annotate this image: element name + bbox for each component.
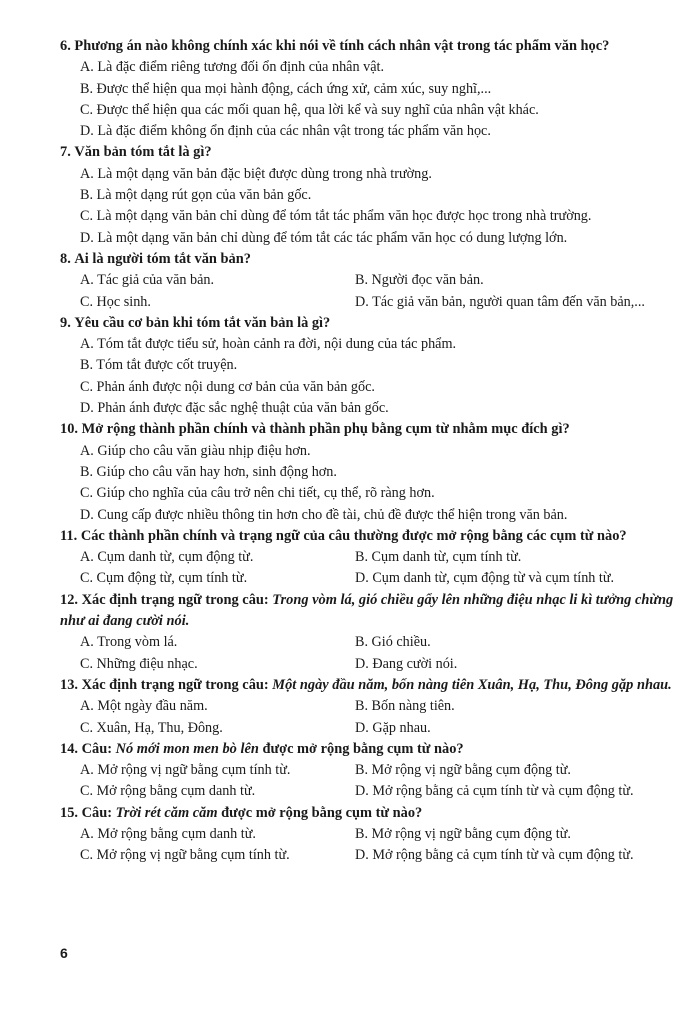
answer-options bbox=[60, 441, 688, 526]
answer-option[interactable]: B. Mở rộng vị ngữ bằng cụm động từ. bbox=[355, 762, 571, 779]
answer-option[interactable]: A. Tóm tắt được tiểu sử, hoàn cảnh ra đời, nội dung của tác phẩm. bbox=[80, 336, 457, 353]
question-stem bbox=[60, 526, 688, 547]
question-block bbox=[60, 739, 688, 803]
answer-option[interactable]: D. Mở rộng bằng cả cụm tính từ và cụm động từ. bbox=[355, 847, 634, 864]
question-quote: Nó mới mon men bò lên bbox=[115, 740, 259, 757]
answer-option[interactable]: B. Là một dạng rút gọn của văn bản gốc. bbox=[80, 187, 312, 204]
question-stem bbox=[60, 249, 688, 270]
answer-option[interactable]: C. Những điệu nhạc. bbox=[80, 655, 198, 672]
answer-options bbox=[60, 334, 688, 419]
answer-option[interactable]: D. Cụm danh từ, cụm động từ và cụm tính từ. bbox=[355, 570, 615, 587]
answer-option[interactable]: D. Là đặc điểm không ổn định của các nhân vật trong tác phẩm văn học. bbox=[80, 123, 491, 140]
question-block bbox=[60, 803, 688, 867]
question-text: Phương án nào không chính xác khi nói về tính cách nhân vật trong tác phẩm văn học? bbox=[74, 38, 610, 54]
answer-option[interactable]: C. Được thể hiện qua các mối quan hệ, qua lời kể và suy nghĩ của nhân vật khác. bbox=[80, 101, 539, 118]
question-block bbox=[60, 590, 688, 675]
question-quote: Một ngày đầu năm, bốn nàng tiên Xuân, Hạ, Thu, Đông gặp nhau. bbox=[272, 676, 672, 693]
question-text: Các thành phần chính và trạng ngữ của câu thường được mở rộng bằng các cụm từ nào? bbox=[80, 527, 627, 544]
question-number: 12. bbox=[60, 591, 78, 608]
question-number: 11. bbox=[60, 527, 78, 544]
answer-option[interactable]: D. Gặp nhau. bbox=[355, 719, 431, 736]
question-text: Văn bản tóm tắt là gì? bbox=[74, 144, 212, 161]
answer-option[interactable]: C. Cụm động từ, cụm tính từ. bbox=[80, 570, 248, 587]
answer-option[interactable]: D. Tác giả văn bản, người quan tâm đến văn bản,... bbox=[355, 293, 645, 310]
question-number: 6. bbox=[60, 38, 71, 54]
question-number: 7. bbox=[60, 144, 71, 161]
answer-options bbox=[60, 760, 688, 803]
answer-option[interactable]: C. Phản ánh được nội dung cơ bản của văn bản gốc. bbox=[80, 378, 375, 395]
question-list bbox=[60, 36, 688, 867]
question-stem bbox=[60, 142, 688, 163]
answer-option[interactable]: B. Bốn nàng tiên. bbox=[355, 698, 455, 715]
question-stem bbox=[60, 36, 688, 57]
answer-option[interactable]: A. Tác giả của văn bản. bbox=[80, 272, 215, 289]
question-text-after: được mở rộng bằng cụm từ nào? bbox=[262, 740, 464, 757]
question-stem bbox=[60, 675, 688, 696]
answer-option[interactable]: A. Giúp cho câu văn giàu nhịp điệu hơn. bbox=[80, 442, 311, 459]
answer-options bbox=[60, 547, 688, 590]
answer-option[interactable]: C. Là một dạng văn bản chỉ dùng để tóm tắt tác phẩm văn học được học trong nhà trường. bbox=[80, 208, 592, 225]
question-text: Xác định trạng ngữ trong câu: bbox=[81, 676, 269, 693]
answer-option[interactable]: A. Mở rộng bằng cụm danh từ. bbox=[80, 825, 256, 842]
answer-option[interactable]: B. Tóm tắt được cốt truyện. bbox=[80, 357, 238, 374]
question-block bbox=[60, 36, 688, 142]
answer-option[interactable]: A. Là một dạng văn bản đặc biệt được dùng trong nhà trường. bbox=[80, 165, 432, 182]
answer-option[interactable]: C. Xuân, Hạ, Thu, Đông. bbox=[80, 719, 223, 736]
answer-option[interactable]: A. Một ngày đầu năm. bbox=[80, 698, 208, 715]
question-stem bbox=[60, 739, 688, 760]
answer-options bbox=[60, 632, 688, 675]
answer-options bbox=[60, 696, 688, 739]
question-block bbox=[60, 419, 688, 525]
question-text-after: được mở rộng bằng cụm từ nào? bbox=[221, 804, 423, 821]
answer-option[interactable]: D. Phản ánh được đặc sắc nghệ thuật của văn bản gốc. bbox=[80, 400, 389, 417]
answer-option[interactable]: A. Trong vòm lá. bbox=[80, 634, 178, 651]
answer-option[interactable]: A. Là đặc điểm riêng tương đối ổn định của nhân vật. bbox=[80, 59, 384, 76]
question-block bbox=[60, 313, 688, 419]
question-stem bbox=[60, 313, 688, 334]
question-number: 9. bbox=[60, 314, 71, 331]
question-number: 10. bbox=[60, 421, 78, 438]
answer-options bbox=[60, 164, 688, 249]
answer-option[interactable]: C. Mở rộng vị ngữ bằng cụm tính từ. bbox=[80, 847, 290, 864]
answer-option[interactable]: D. Mở rộng bằng cả cụm tính từ và cụm động từ. bbox=[355, 783, 634, 800]
answer-option[interactable]: B. Cụm danh từ, cụm tính từ. bbox=[355, 549, 522, 566]
question-quote: Trong vòm lá, gió chiều gẩy lên những điệu nhạc li kì tưởng chừng như ai đang cười nói. bbox=[60, 591, 674, 630]
question-number: 14. bbox=[60, 740, 78, 757]
question-stem bbox=[60, 590, 688, 633]
answer-option[interactable]: C. Giúp cho nghĩa của câu trở nên chi tiết, cụ thể, rõ ràng hơn. bbox=[80, 485, 435, 502]
question-quote: Trời rét căm căm bbox=[115, 804, 218, 821]
answer-option[interactable]: B. Người đọc văn bản. bbox=[355, 272, 484, 289]
question-stem bbox=[60, 803, 688, 824]
answer-option[interactable]: C. Học sinh. bbox=[80, 293, 151, 310]
question-number: 8. bbox=[60, 250, 71, 267]
question-block bbox=[60, 142, 688, 248]
question-block bbox=[60, 526, 688, 590]
question-text: Ai là người tóm tắt văn bản? bbox=[74, 250, 251, 267]
question-block bbox=[60, 249, 688, 313]
question-stem bbox=[60, 419, 688, 440]
answer-options bbox=[60, 270, 688, 313]
answer-option[interactable]: A. Cụm danh từ, cụm động từ. bbox=[80, 549, 254, 566]
question-text: Câu: bbox=[81, 740, 112, 757]
answer-option[interactable]: B. Giúp cho câu văn hay hơn, sinh động hơn. bbox=[80, 463, 337, 480]
question-text: Yêu cầu cơ bản khi tóm tắt văn bản là gì? bbox=[74, 314, 331, 331]
answer-option[interactable]: D. Đang cười nói. bbox=[355, 655, 458, 672]
question-text: Mở rộng thành phần chính và thành phần phụ bằng cụm từ nhằm mục đích gì? bbox=[81, 421, 570, 438]
answer-option[interactable]: B. Mở rộng vị ngữ bằng cụm động từ. bbox=[355, 825, 571, 842]
answer-options bbox=[60, 824, 688, 867]
answer-option[interactable]: B. Gió chiều. bbox=[355, 634, 431, 651]
answer-options bbox=[60, 57, 688, 142]
answer-option[interactable]: D. Là một dạng văn bản chỉ dùng để tóm tắt các tác phẩm văn học có dung lượng lớn. bbox=[80, 229, 568, 246]
question-text: Câu: bbox=[81, 804, 112, 821]
answer-option[interactable]: B. Được thể hiện qua mọi hành động, cách ứng xử, cảm xúc, suy nghĩ,... bbox=[80, 80, 492, 97]
answer-option[interactable]: A. Mở rộng vị ngữ bằng cụm tính từ. bbox=[80, 762, 291, 779]
question-block bbox=[60, 675, 688, 739]
question-number: 13. bbox=[60, 676, 78, 693]
answer-option[interactable]: C. Mở rộng bằng cụm danh từ. bbox=[80, 783, 256, 800]
page-number: 6 bbox=[60, 945, 68, 961]
question-text: Xác định trạng ngữ trong câu: bbox=[81, 591, 269, 608]
answer-option[interactable]: D. Cung cấp được nhiều thông tin hơn cho đề tài, chủ đề được thể hiện trong văn bản. bbox=[80, 506, 568, 523]
question-number: 15. bbox=[60, 804, 78, 821]
